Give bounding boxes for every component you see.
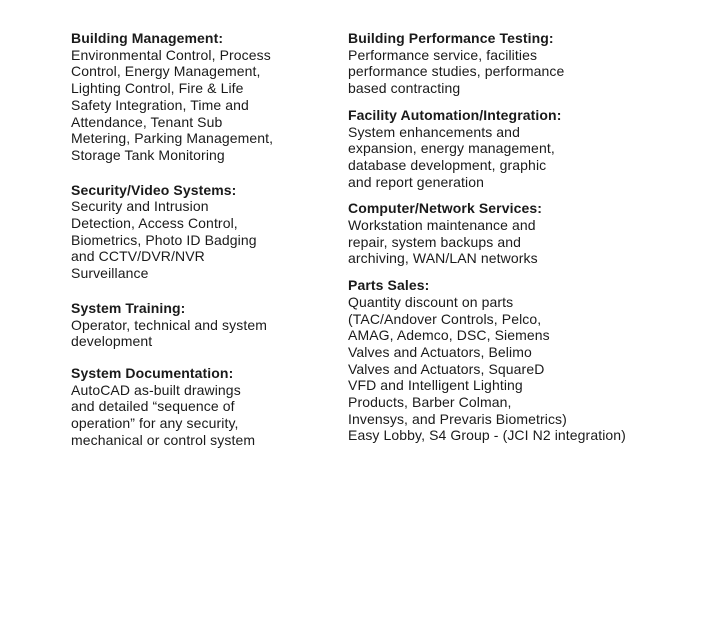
section-text-line: AMAG, Ademco, DSC, Siemens: [348, 327, 550, 344]
section-text-line: and CCTV/DVR/NVR: [71, 248, 205, 265]
section-text-line: Security and Intrusion: [71, 198, 209, 215]
section-text-line: Attendance, Tenant Sub: [71, 113, 223, 130]
section-text-line: Easy Lobby, S4 Group - (JCI N2 integration): [348, 427, 626, 444]
section-heading: Building Performance Testing:: [348, 30, 554, 46]
section-text-line: Metering, Parking Management,: [71, 130, 274, 147]
section-text-line: database development, graphic: [348, 156, 547, 173]
section-parts-sales: [348, 277, 678, 444]
section-text-line: performance studies, performance: [348, 63, 565, 80]
section-text-line: Control, Energy Management,: [71, 63, 261, 80]
section-facility-automation-integration: [348, 107, 678, 191]
section-text-line: Workstation maintenance and: [348, 217, 536, 234]
section-heading: System Documentation:: [71, 364, 234, 381]
section-security-video-systems: [71, 182, 321, 282]
section-heading: Computer/Network Services:: [348, 200, 542, 217]
section-text-line: Environmental Control, Process: [71, 46, 271, 63]
section-system-documentation: [71, 365, 321, 449]
section-text-line: Invensys, and Prevaris Biometrics): [348, 410, 567, 427]
section-text-line: AutoCAD as-built drawings: [71, 381, 241, 398]
section-system-training: [71, 300, 321, 350]
section-text-line: and report generation: [348, 173, 484, 190]
section-text-line: Lighting Control, Fire & Life: [71, 80, 244, 97]
section-text-line: Surveillance: [71, 265, 149, 282]
section-text-line: (TAC/Andover Controls, Pelco,: [348, 310, 542, 327]
section-text-line: Biometrics, Photo ID Badging: [71, 231, 257, 248]
section-text-line: Detection, Access Control,: [71, 215, 238, 232]
section-text-line: based contracting: [348, 80, 461, 97]
section-text-line: operation” for any security,: [71, 415, 239, 432]
section-text-line: expansion, energy management,: [348, 140, 555, 157]
section-text-line: and detailed “sequence of: [71, 398, 235, 415]
section-computer-network-services: [348, 200, 678, 267]
section-text-line: Storage Tank Monitoring: [71, 146, 225, 163]
section-text-line: Valves and Actuators, SquareD: [348, 360, 545, 377]
section-text-line: System enhancements and: [348, 123, 520, 140]
section-heading: Building Management:: [71, 30, 224, 46]
section-text-line: development: [71, 333, 153, 350]
section-text-line: Valves and Actuators, Belimo: [348, 343, 532, 360]
left-column: [71, 30, 321, 448]
section-text-line: mechanical or control system: [71, 431, 256, 448]
section-text-line: Safety Integration, Time and: [71, 96, 249, 113]
section-text-line: Quantity discount on parts: [348, 293, 514, 310]
right-column: [348, 30, 678, 444]
section-heading: System Training:: [71, 299, 186, 316]
section-building-management: [71, 30, 321, 164]
section-text-line: archiving, WAN/LAN networks: [348, 250, 538, 267]
section-heading: Parts Sales:: [348, 277, 430, 294]
section-text-line: Operator, technical and system: [71, 316, 267, 333]
section-heading: Security/Video Systems:: [71, 181, 237, 198]
section-heading: Facility Automation/Integration:: [348, 106, 562, 123]
section-text-line: VFD and Intelligent Lighting: [348, 377, 523, 394]
section-text-line: Performance service, facilities: [348, 46, 538, 63]
section-text-line: Products, Barber Colman,: [348, 394, 512, 411]
section-text-line: repair, system backups and: [348, 233, 522, 250]
section-building-performance-testing: [348, 30, 678, 97]
